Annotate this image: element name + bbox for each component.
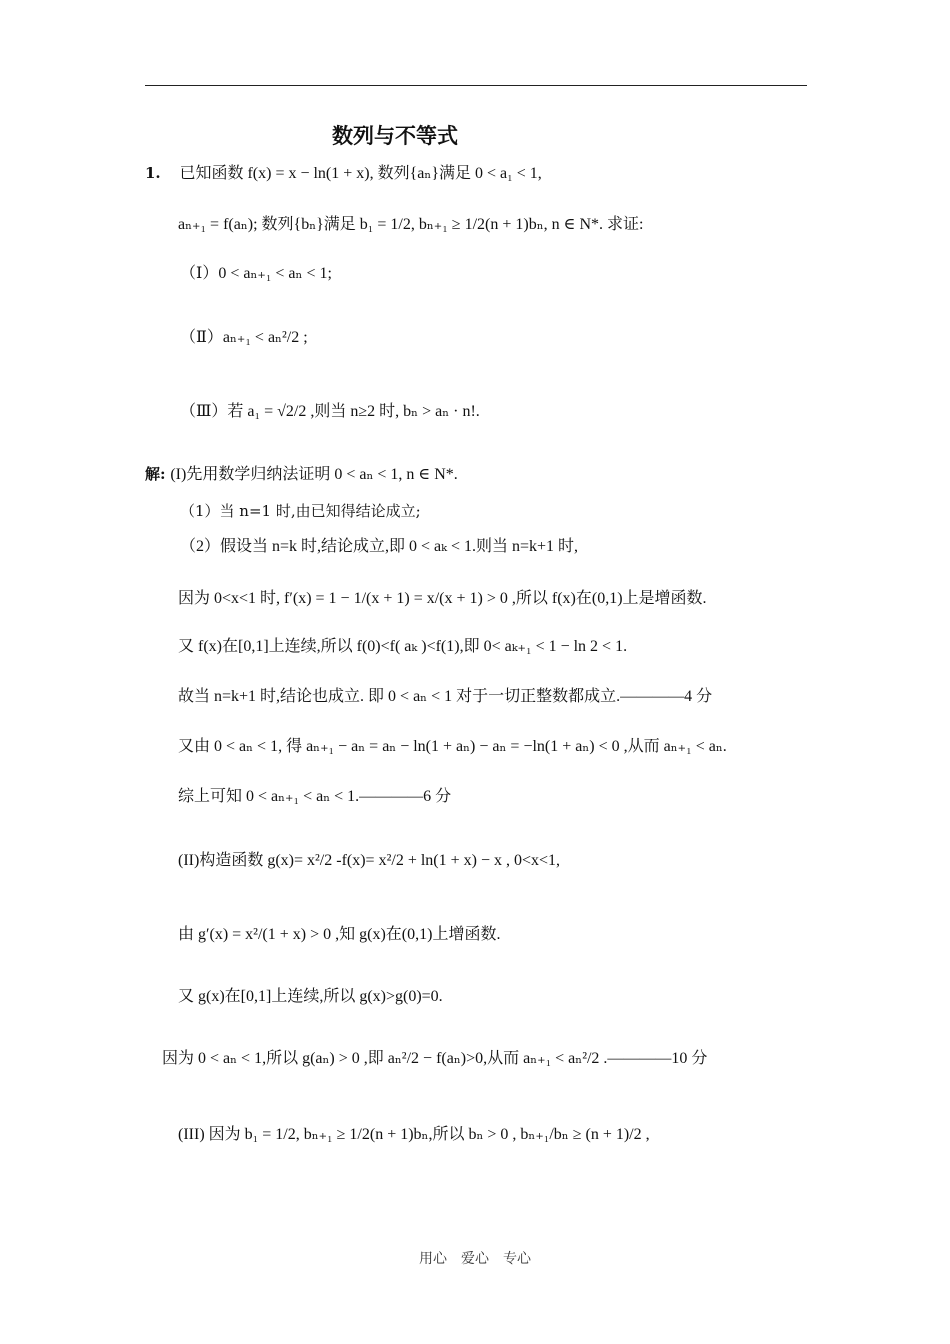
solution-line-7: 又由 0 < aₙ < 1, 得 aₙ₊₁ − aₙ = aₙ − ln(1 + aₙ) − aₙ = −ln(1 + aₙ) < 0 ,从而 aₙ₊₁ < aₙ.: [178, 738, 727, 755]
problem-line-2: aₙ₊₁ = f(aₙ); 数列{bₙ}满足 b₁ = 1/2, bₙ₊₁ ≥ 1/2(n + 1)bₙ, n ∈ N*. 求证:: [178, 216, 644, 233]
solution-line-5: 又 f(x)在[0,1]上连续,所以 f(0)<f( aₖ )<f(1),即 0< aₖ₊₁ < 1 − ln 2 < 1.: [178, 638, 628, 655]
problem-part-1: （Ⅰ）0 < aₙ₊₁ < aₙ < 1;: [180, 265, 332, 282]
problem-number: 1.: [145, 164, 161, 182]
solution-label: 解:: [145, 465, 166, 483]
solution-line-6: 故当 n=k+1 时,结论也成立. 即 0 < aₙ < 1 对于一切正整数都成立.————4 分: [178, 688, 713, 705]
problem-statement: 已知函数 f(x) = x − ln(1 + x), 数列{aₙ}满足 0 < a₁ < 1,: [179, 165, 542, 182]
header-rule: [145, 85, 807, 86]
page-title: 数列与不等式: [332, 124, 458, 148]
solution-line-3: （2）假设当 n=k 时,结论成立,即 0 < aₖ < 1.则当 n=k+1 时,: [180, 538, 579, 555]
solution-line-1: [145, 464, 458, 485]
solution-line-2: （1）当 n=1 时,由已知得结论成立;: [180, 502, 421, 520]
solution-line-11: 又 g(x)在[0,1]上连续,所以 g(x)>g(0)=0.: [178, 988, 443, 1005]
problem-part-3: （Ⅲ）若 a₁ = √2/2 ,则当 n≥2 时, bₙ > aₙ · n!.: [180, 403, 480, 420]
solution-line-13: (III) 因为 b₁ = 1/2, bₙ₊₁ ≥ 1/2(n + 1)bₙ,所以 bₙ > 0 , bₙ₊₁/bₙ ≥ (n + 1)/2 ,: [178, 1126, 650, 1143]
problem-part-2: （Ⅱ）aₙ₊₁ < aₙ²/2 ;: [180, 329, 308, 346]
solution-line-4: 因为 0<x<1 时, f′(x) = 1 − 1/(x + 1) = x/(x + 1) > 0 ,所以 f(x)在(0,1)上是增函数.: [178, 590, 707, 607]
solution-step-text: (I)先用数学归纳法证明 0 < aₙ < 1, n ∈ N*.: [170, 466, 458, 483]
page-footer: 用心 爱心 专心: [419, 1251, 531, 1267]
solution-line-10: 由 g′(x) = x²/(1 + x) > 0 ,知 g(x)在(0,1)上增函数.: [178, 926, 501, 943]
problem-line-1: [145, 163, 542, 184]
solution-line-12: 因为 0 < aₙ < 1,所以 g(aₙ) > 0 ,即 aₙ²/2 − f(aₙ)>0,从而 aₙ₊₁ < aₙ²/2 .————10 分: [162, 1050, 708, 1067]
solution-line-9: (II)构造函数 g(x)= x²/2 -f(x)= x²/2 + ln(1 + x) − x , 0<x<1,: [178, 852, 561, 869]
solution-line-8: 综上可知 0 < aₙ₊₁ < aₙ < 1.————6 分: [178, 788, 452, 805]
